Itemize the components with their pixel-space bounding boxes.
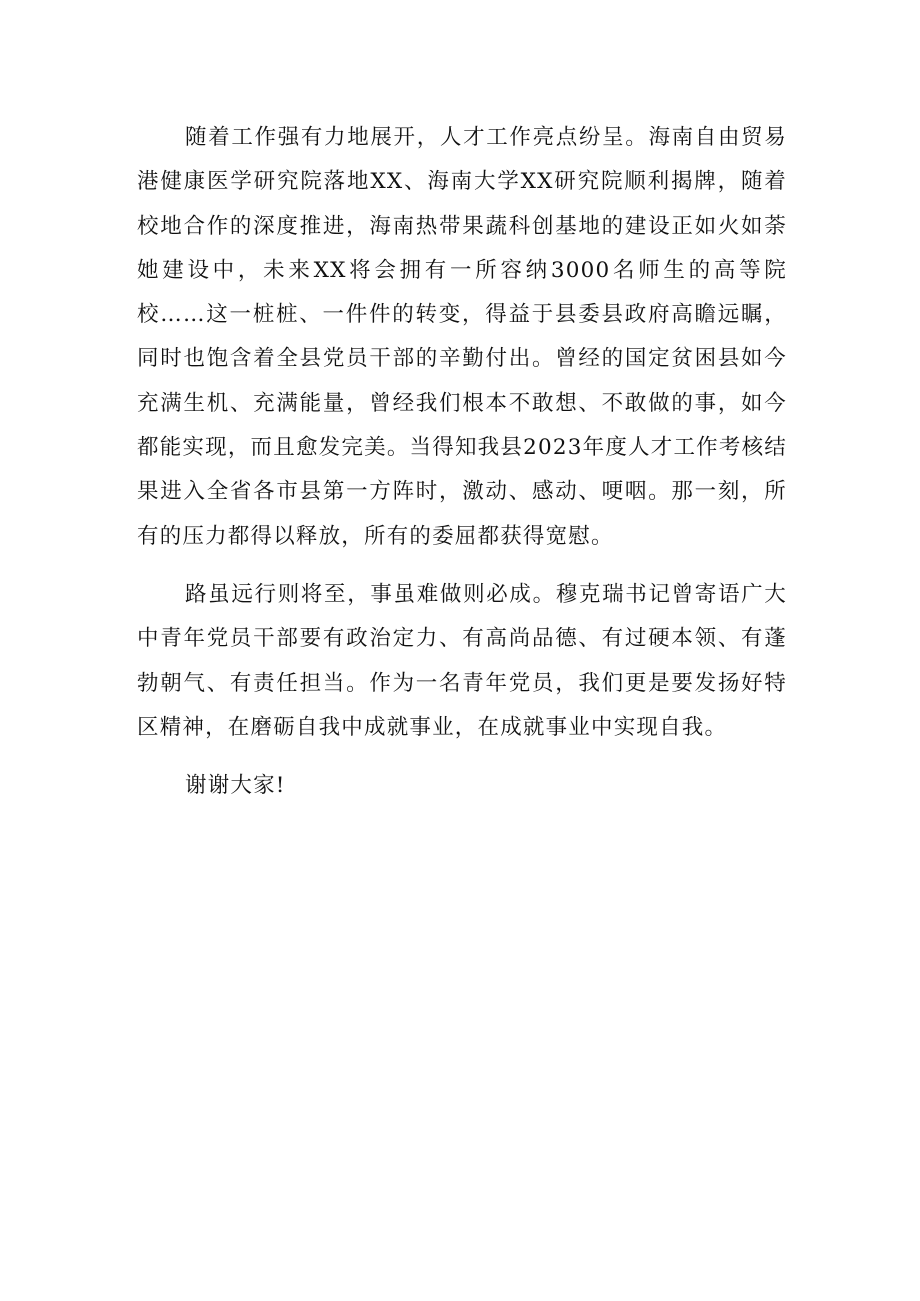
paragraph-closing-thanks: 谢谢大家!: [185, 773, 286, 799]
document-body: [137, 116, 787, 808]
paragraph-youth-party-members: 路虽远行则将至，事虽难做则必成。穆克瑞书记曾寄语广大中青年党员干部要有政治定力、有高尚品德、有过硬本领、有蓬勃朝气、有责任担当。作为一名青年党员，我们更是要发扬好特区精神，在磨砺自我中成就事业，在成就事业中实现自我。: [137, 581, 787, 740]
paragraph-talent-work-highlights: 随着工作强有力地展开，人才工作亮点纷呈。海南自由贸易港健康医学研究院落地XX、海南大学XX研究院顺利揭牌，随着校地合作的深度推进，海南热带果蔬科创基地的建设正如火如荼她建设中，未来XX将会拥有一所容纳3000名师生的高等院校……这一桩桩、一件件的转变，得益于县委县政府高瞻远瞩，同时也饱含着全县党员干部的辛勤付出。曾经的国定贫困县如今充满生机、充满能量，曾经我们根本不敢想、不敢做的事，如今都能实现，而且愈发完美。当得知我县2023年度人才工作考核结果进入全省各市县第一方阵时，激动、感动、哽咽。那一刻，所有的压力都得以释放，所有的委屈都获得宽慰。: [137, 125, 787, 549]
